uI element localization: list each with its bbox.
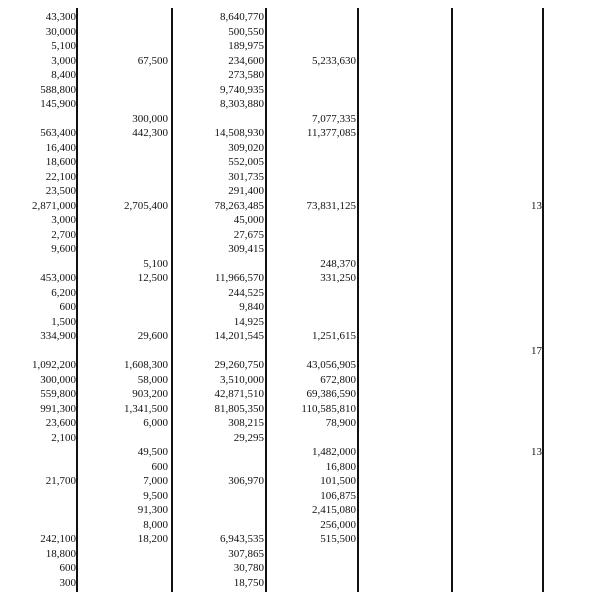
- table-row: [0, 25, 600, 39]
- table-cell-col3: 27,675: [233, 228, 264, 241]
- table-row: [0, 97, 600, 111]
- table-row: [0, 126, 600, 140]
- table-cell-col1: 1,092,200: [32, 359, 76, 371]
- table-cell-col3: 14,925: [233, 315, 264, 328]
- table-row: [0, 576, 600, 590]
- table-row: [0, 561, 600, 575]
- table-cell-col2: 1,341,500: [124, 402, 168, 415]
- table-row: [0, 315, 600, 329]
- table-row: [0, 445, 600, 459]
- table-cell-col4: 110,585,810: [301, 402, 356, 415]
- table-cell-col1: 300,000: [40, 373, 76, 386]
- table-row: [0, 141, 600, 155]
- table-cell-col3: 11,966,570: [214, 272, 264, 284]
- table-row: [0, 271, 600, 285]
- table-cell-col1: 21,700: [45, 475, 76, 487]
- table-cell-col4: 1,251,615: [312, 330, 356, 342]
- table-row: [0, 518, 600, 532]
- table-row: [0, 54, 600, 68]
- table-cell-col2: 29,600: [137, 330, 168, 342]
- table-row: [0, 228, 600, 242]
- table-cell-col4: 5,233,630: [312, 54, 356, 67]
- table-row: [0, 489, 600, 503]
- table-cell-col4: 101,500: [320, 475, 356, 487]
- table-cell-col3: 14,508,930: [214, 127, 264, 139]
- table-cell-col1: 563,400: [40, 127, 76, 139]
- table-cell-col3: 500,550: [228, 25, 264, 38]
- table-cell-col3: 8,303,880: [220, 98, 264, 110]
- table-row: [0, 344, 600, 358]
- table-cell-col5: 13: [531, 446, 542, 458]
- table-cell-col1: 16,400: [45, 141, 76, 154]
- table-row: [0, 474, 600, 488]
- table-cell-col5: 17: [531, 344, 542, 357]
- table-cell-col3: 9,840: [239, 301, 264, 313]
- table-cell-col1: 6,200: [51, 286, 76, 299]
- table-row: [0, 39, 600, 53]
- table-row: [0, 184, 600, 198]
- table-cell-col2: 91,300: [137, 504, 168, 516]
- table-cell-col1: 2,700: [51, 228, 76, 241]
- table-cell-col1: 18,600: [45, 156, 76, 168]
- table-cell-col3: 78,263,485: [214, 199, 264, 212]
- table-cell-col3: 45,000: [233, 214, 264, 226]
- table-row: [0, 503, 600, 517]
- table-cell-col4: 248,370: [320, 257, 356, 270]
- table-cell-col1: 600: [59, 562, 76, 574]
- table-cell-col1: 300: [59, 576, 76, 589]
- table-cell-col4: 1,482,000: [312, 446, 356, 458]
- table-row: [0, 199, 600, 213]
- table-row: [0, 257, 600, 271]
- table-cell-col3: 6,943,535: [220, 533, 264, 545]
- table-cell-col3: 291,400: [228, 185, 264, 197]
- table-cell-col3: 309,415: [228, 243, 264, 255]
- table-cell-col4: 7,077,335: [312, 112, 356, 125]
- table-cell-col1: 588,800: [40, 83, 76, 96]
- table-cell-col3: 29,260,750: [214, 359, 264, 371]
- table-cell-col2: 5,100: [143, 257, 168, 270]
- table-cell-col1: 3,000: [51, 214, 76, 226]
- table-cell-col1: 145,900: [40, 98, 76, 110]
- table-cell-col1: 2,100: [51, 431, 76, 444]
- table-row: [0, 68, 600, 82]
- table-cell-col2: 600: [151, 460, 168, 473]
- table-cell-col1: 23,500: [45, 185, 76, 197]
- table-cell-col1: 5,100: [51, 40, 76, 52]
- table-row: [0, 373, 600, 387]
- table-cell-col1: 30,000: [45, 25, 76, 38]
- table-cell-col1: 23,600: [45, 417, 76, 429]
- table-cell-col2: 9,500: [143, 489, 168, 502]
- table-cell-col3: 29,295: [233, 431, 264, 444]
- table-row: [0, 155, 600, 169]
- table-cell-col4: 43,056,905: [306, 359, 356, 371]
- table-cell-col1: 2,871,000: [32, 199, 76, 212]
- table-cell-col1: 991,300: [40, 402, 76, 415]
- table-row: [0, 242, 600, 256]
- table-row: [0, 387, 600, 401]
- table-cell-col2: 7,000: [143, 475, 168, 487]
- table-cell-col2: 8,000: [143, 518, 168, 531]
- table-cell-col2: 6,000: [143, 417, 168, 429]
- table-row: [0, 286, 600, 300]
- table-cell-col2: 903,200: [132, 388, 168, 400]
- table-cell-col3: 14,201,545: [214, 330, 264, 342]
- table-cell-col1: 453,000: [40, 272, 76, 284]
- table-cell-col1: 1,500: [51, 315, 76, 328]
- table-cell-col2: 12,500: [137, 272, 168, 284]
- table-cell-col3: 244,525: [228, 286, 264, 299]
- table-cell-col3: 552,005: [228, 156, 264, 168]
- table-cell-col1: 600: [59, 301, 76, 313]
- table-row: [0, 170, 600, 184]
- table-cell-col3: 42,871,510: [214, 388, 264, 400]
- table-cell-col5: 13: [531, 199, 542, 212]
- table-row: [0, 460, 600, 474]
- table-cell-col4: 331,250: [320, 272, 356, 284]
- table-row: [0, 358, 600, 372]
- table-cell-col4: 11,377,085: [306, 127, 356, 139]
- table-cell-col2: 18,200: [137, 533, 168, 545]
- table-cell-col2: 49,500: [137, 446, 168, 458]
- table-cell-col4: 256,000: [320, 518, 356, 531]
- table-cell-col2: 58,000: [137, 373, 168, 386]
- table-cell-col2: 300,000: [132, 112, 168, 125]
- table-cell-col4: 78,900: [325, 417, 356, 429]
- table-row: [0, 431, 600, 445]
- table-row: [0, 10, 600, 24]
- table-cell-col3: 189,975: [228, 40, 264, 52]
- table-cell-col3: 309,020: [228, 141, 264, 154]
- table-cell-col1: 9,600: [51, 243, 76, 255]
- table-cell-col3: 3,510,000: [220, 373, 264, 386]
- table-cell-col3: 8,640,770: [220, 11, 264, 23]
- table-row: [0, 402, 600, 416]
- table-cell-col2: 1,608,300: [124, 359, 168, 371]
- table-cell-col3: 234,600: [228, 54, 264, 67]
- table-cell-col3: 9,740,935: [220, 83, 264, 96]
- table-cell-col1: 8,400: [51, 69, 76, 81]
- table-cell-col3: 306,970: [228, 475, 264, 487]
- table-cell-col4: 2,415,080: [312, 504, 356, 516]
- table-cell-col4: 16,800: [325, 460, 356, 473]
- table-cell-col2: 442,300: [132, 127, 168, 139]
- table-cell-col3: 301,735: [228, 170, 264, 183]
- table-cell-col4: 69,386,590: [306, 388, 356, 400]
- table-cell-col1: 3,000: [51, 54, 76, 67]
- table-cell-col4: 73,831,125: [306, 199, 356, 212]
- table-cell-col2: 2,705,400: [124, 199, 168, 212]
- table-cell-col3: 18,750: [233, 576, 264, 589]
- table-cell-col3: 30,780: [233, 562, 264, 574]
- table-row: [0, 547, 600, 561]
- table-cell-col3: 308,215: [228, 417, 264, 429]
- table-cell-col2: 67,500: [137, 54, 168, 67]
- table-row: [0, 213, 600, 227]
- table-cell-col1: 22,100: [45, 170, 76, 183]
- table-row: [0, 300, 600, 314]
- table-cell-col3: 273,580: [228, 69, 264, 81]
- table-row: [0, 112, 600, 126]
- table-cell-col1: 43,300: [45, 11, 76, 23]
- table-cell-col1: 18,800: [45, 547, 76, 560]
- table-cell-col1: 559,800: [40, 388, 76, 400]
- table-cell-col1: 242,100: [40, 533, 76, 545]
- table-cell-col4: 515,500: [320, 533, 356, 545]
- table-cell-col4: 106,875: [320, 489, 356, 502]
- table-row: [0, 83, 600, 97]
- table-cell-col3: 307,865: [228, 547, 264, 560]
- table-cell-col4: 672,800: [320, 373, 356, 386]
- table-cell-col3: 81,805,350: [214, 402, 264, 415]
- table-row: [0, 329, 600, 343]
- table-cell-col1: 334,900: [40, 330, 76, 342]
- table-row: [0, 416, 600, 430]
- table-row: [0, 532, 600, 546]
